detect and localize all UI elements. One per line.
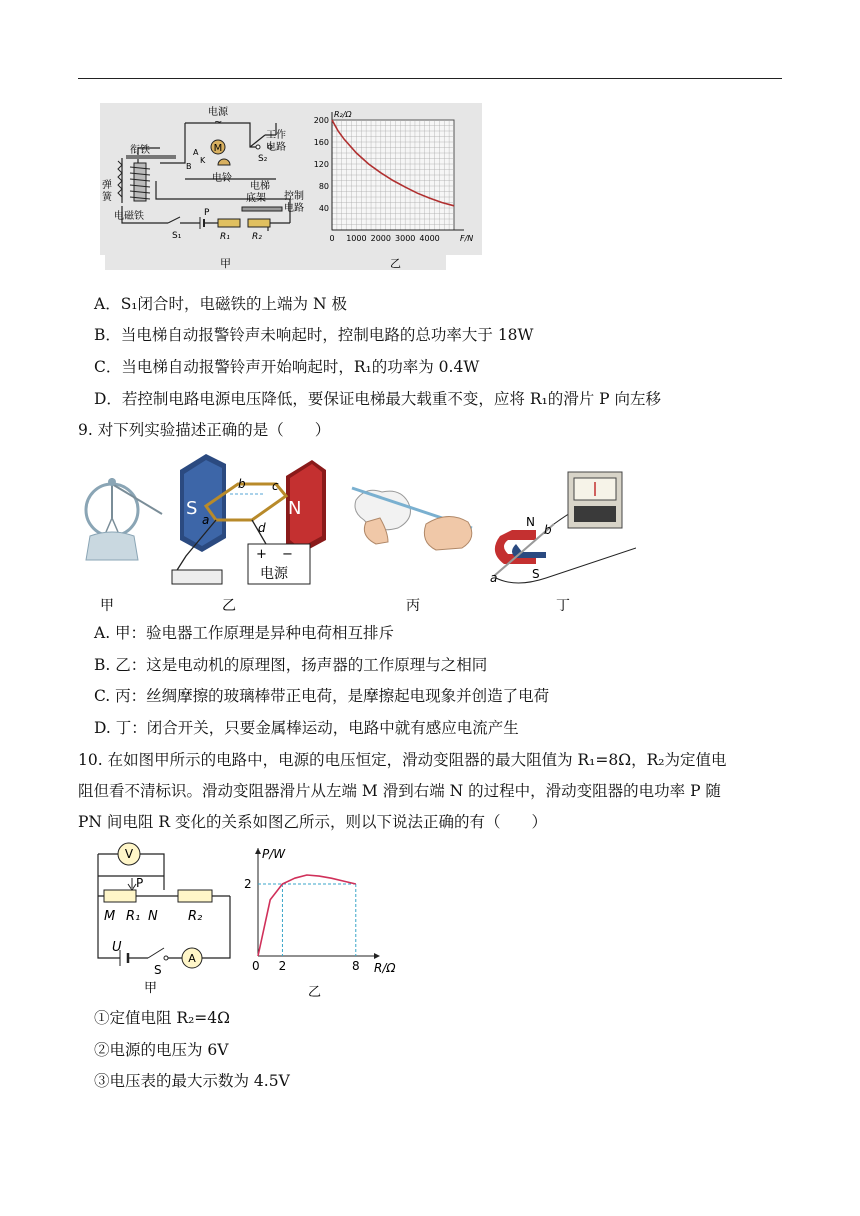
power-label: 电源 [208, 107, 228, 118]
electroscope-icon [86, 478, 162, 560]
battery-plus: + [256, 547, 267, 562]
graph2-x-tick-label: 2 [278, 959, 287, 973]
q9-caption-bing: 丙 [406, 598, 420, 614]
switch1-label: S₁ [172, 231, 182, 241]
q10-stem-line-1: 10. 在如图甲所示的电路中，电源的电压恒定，滑动变阻器的最大阻值为 R₁=8Ω，R₂为定值电 [78, 751, 727, 769]
q10-statement-2: ②电源的电压为 6V [94, 1041, 229, 1059]
spring-label: 弹簧 [102, 180, 112, 203]
q10-caption-left: 甲 [144, 981, 158, 996]
q10-stem-line-3: PN 间电阻 R 变化的关系如图乙所示，则以下说法正确的有（ ） [78, 813, 547, 831]
q8-option-c: C．当电梯自动报警铃声开始响起时，R₁的功率为 0.4W [94, 358, 480, 376]
label-a: a [202, 513, 210, 527]
n-pole-label: N [288, 498, 302, 519]
r2-label: R₂ [252, 232, 262, 242]
induction-icon [494, 472, 636, 583]
graph1-x-axis-label: F/N [460, 234, 474, 243]
q10-s-label: S [154, 963, 162, 977]
ding-b-label: b [544, 523, 552, 537]
graph2-x-axis-label: R/Ω [374, 961, 396, 975]
graph1-y-tick-label: 120 [313, 160, 329, 169]
q10-r1-resistor [104, 890, 136, 902]
elevator-platform [242, 207, 282, 211]
ammeter-label: A [188, 952, 196, 965]
elevator-label: 电梯底架 [246, 181, 270, 204]
q9-figure [76, 448, 636, 618]
graph1-y-tick-label: 160 [313, 138, 329, 147]
battery-label: 电源 [260, 566, 288, 582]
label-d: d [258, 521, 266, 535]
battery-minus: − [282, 547, 293, 562]
contact-a-label: A [193, 148, 199, 157]
q10-r2-resistor [178, 890, 212, 902]
contact-k-label: K [200, 156, 206, 165]
graph1-x-tick-label: 1000 [346, 234, 367, 243]
power-resistance-graph [244, 847, 396, 975]
r2-resistor [248, 219, 270, 227]
ding-n-label: N [526, 515, 535, 529]
q10-slider-label: P [136, 876, 144, 890]
q9-caption-jia: 甲 [100, 598, 114, 614]
q10-m-label: M [104, 909, 116, 924]
q9-option-d: D. 丁：闭合开关，只要金属棒运动，电路中就有感应电流产生 [94, 719, 519, 737]
glass-rod-icon [352, 488, 472, 550]
label-b: b [238, 477, 246, 491]
graph1-x-tick-label: 4000 [419, 234, 440, 243]
graph1-x-tick-label: 2000 [370, 234, 391, 243]
q9-caption-yi: 乙 [222, 598, 236, 614]
q10-statement-3: ③电压表的最大示数为 4.5V [94, 1072, 290, 1090]
graph1-x-tick-label: 0 [329, 234, 335, 243]
q10-r1-label: R₁ [126, 909, 141, 924]
ac-symbol: ~ [214, 117, 223, 128]
q8-option-a: A．S₁闭合时，电磁铁的上端为 N 极 [94, 295, 347, 313]
switch2-label: S₂ [258, 154, 268, 164]
q8-figure [100, 103, 482, 270]
r2-force-graph [314, 110, 474, 243]
s-pole-label: S [186, 498, 198, 519]
label-c: c [272, 479, 279, 493]
header-rule [78, 78, 782, 79]
armature-label: 衔铁 [130, 145, 150, 156]
q10-caption-right: 乙 [308, 985, 322, 1000]
q10-figure [92, 840, 402, 1000]
graph2-x-arrow [374, 953, 380, 959]
graph2-y-arrow [255, 848, 261, 854]
ding-s-label: S [532, 567, 540, 581]
q8-option-d: D．若控制电路电源电压降低，要保证电梯最大载重不变，应将 R₁的滑片 P 向左移 [94, 390, 662, 408]
electromagnet-label: 电磁铁 [114, 211, 144, 222]
q10-stem-line-2: 阻但看不清标识。滑动变阻器滑片从左端 M 滑到右端 N 的过程中，滑动变阻器的电功率 P 随 [78, 782, 721, 800]
q9-option-a: A. 甲：验电器工作原理是异种电荷相互排斥 [94, 624, 395, 642]
graph2-origin-label: 0 [252, 959, 260, 973]
graph2-y-axis-label: P/W [262, 847, 286, 861]
graph1-y-tick-label: 200 [313, 116, 329, 125]
graph1-y-tick-label: 40 [318, 204, 329, 213]
graph2-y-tick-label: 2 [244, 877, 252, 891]
graph1-y-tick-label: 80 [318, 182, 329, 191]
slider-label: P [204, 208, 210, 218]
graph2-x-tick-label: 8 [351, 959, 360, 973]
graph1-y-axis-label: R₂/Ω [334, 110, 352, 119]
work-circuit-label: 工作电路 [266, 130, 286, 153]
q10-r2-label: R₂ [188, 909, 203, 924]
graph1-x-tick-label: 3000 [395, 234, 416, 243]
r1-label: R₁ [220, 232, 230, 242]
motor-principle-icon [172, 454, 326, 584]
q8-option-b: B．当电梯自动报警铃声未响起时，控制电路的总功率大于 18W [94, 326, 534, 344]
voltmeter-label: V [124, 847, 134, 861]
q10-n-label: N [148, 909, 158, 924]
ding-a-label: a [490, 571, 498, 585]
contact-b-label: B [186, 162, 192, 171]
q9-option-b: B. 乙：这是电动机的原理图，扬声器的工作原理与之相同 [94, 656, 488, 674]
q9-option-c: C. 丙：丝绸摩擦的玻璃棒带正电荷，是摩擦起电现象并创造了电荷 [94, 687, 550, 705]
q10-statement-1: ①定值电阻 R₂=4Ω [94, 1009, 231, 1027]
bell-label: 电铃 [212, 173, 232, 184]
motor-symbol: M [213, 143, 223, 154]
q8-caption-left: 甲 [220, 257, 231, 270]
q8-caption-right: 乙 [390, 257, 401, 270]
control-circuit-label: 控制电路 [284, 191, 304, 214]
graph2-curve [258, 875, 356, 956]
r1-resistor [218, 219, 240, 227]
q10-u-label: U [112, 940, 122, 955]
q9-caption-ding: 丁 [556, 598, 570, 614]
q9-stem: 9. 对下列实验描述正确的是（ ） [78, 421, 331, 439]
